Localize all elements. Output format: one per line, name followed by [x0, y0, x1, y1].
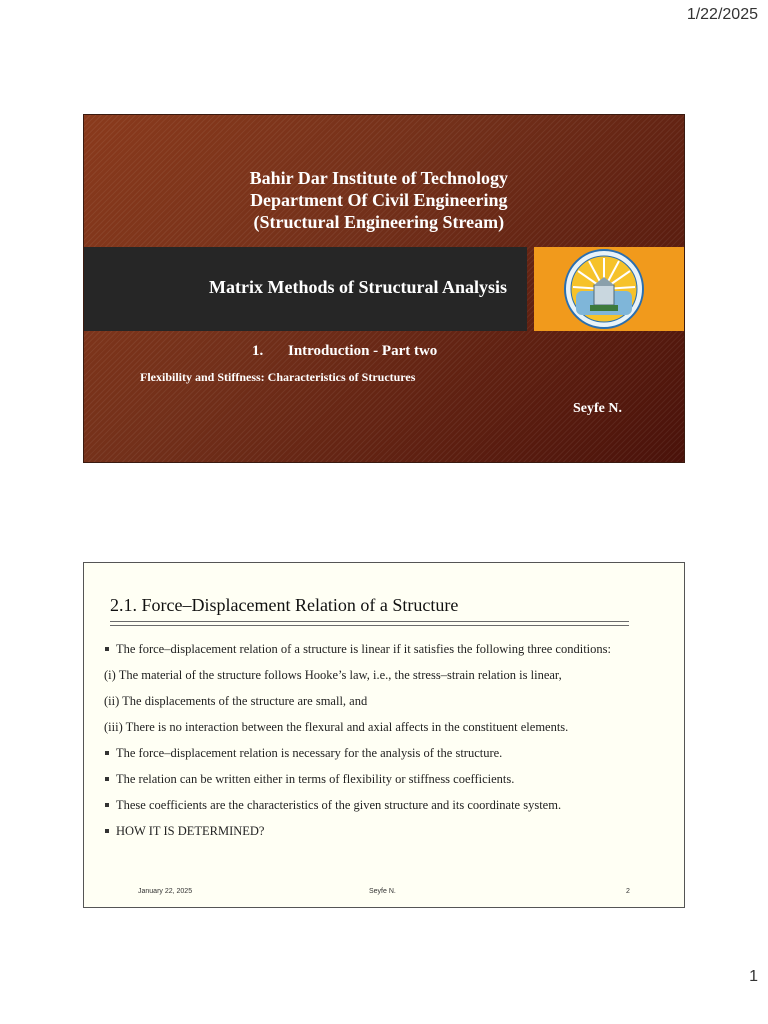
title-divider [110, 625, 629, 626]
title-slide [83, 114, 685, 463]
list-item: The force–displacement relation of a structure is linear if it satisfies the following three conditions: [104, 643, 674, 656]
footer-author: Seyfe N. [369, 888, 396, 895]
title-divider [110, 621, 629, 622]
page-date: 1/22/2025 [686, 6, 758, 23]
content-slide [83, 562, 685, 908]
list-item: (i) The material of the structure follows Hooke’s law, i.e., the stress–strain relation is linear, [104, 668, 562, 682]
list-item: The relation can be written either in terms of flexibility or stiffness coefficients. [104, 773, 674, 786]
author-name: Seyfe N. [573, 401, 622, 416]
chapter-title: Introduction - Part two [288, 343, 438, 359]
slide-subtitle: Flexibility and Stiffness: Characteristics of Structures [140, 370, 416, 384]
footer-date: January 22, 2025 [138, 888, 193, 895]
chapter-number: 1. [252, 343, 264, 359]
list-item: These coefficients are the characteristics of the given structure and its coordinate system. [104, 799, 674, 812]
title-line-2: Department Of Civil Engineering [250, 190, 508, 210]
list-item: (ii) The displacements of the structure are small, and [104, 694, 368, 708]
content-list [104, 643, 674, 851]
title-line-1: Bahir Dar Institute of Technology [249, 168, 508, 188]
logo-box [534, 247, 685, 331]
list-item: (iii) There is no interaction between the flexural and axial affects in the constituent elements. [104, 720, 569, 734]
page-number: 1 [749, 968, 758, 985]
institution-title [250, 167, 508, 233]
course-title: Matrix Methods of Structural Analysis [209, 277, 507, 297]
list-item: HOW IT IS DETERMINED? [104, 825, 674, 838]
chapter-heading [252, 343, 437, 360]
list-item: The force–displacement relation is necessary for the analysis of the structure. [104, 747, 674, 760]
title-line-3: (Structural Engineering Stream) [253, 212, 505, 232]
slide-title: 2.1. Force–Displacement Relation of a Structure [110, 595, 459, 615]
university-seal-icon [564, 249, 644, 329]
footer-page-number: 2 [626, 888, 630, 895]
course-band [84, 247, 527, 331]
